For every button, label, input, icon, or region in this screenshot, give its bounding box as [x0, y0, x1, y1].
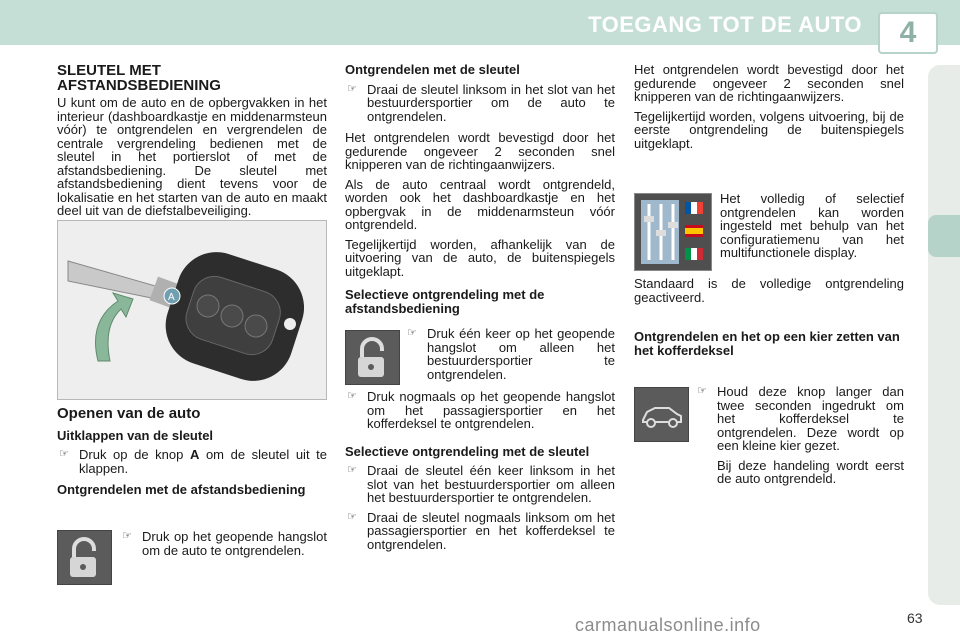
pointing-hand-icon: ☞ [59, 448, 69, 460]
column-2 [345, 63, 615, 321]
chapter-number: 4 [899, 16, 917, 49]
key-fob-icon [58, 221, 326, 399]
chapter-tab [878, 12, 938, 54]
bullet-trunk: ☞ Houd deze knop langer dan twee seconden ingedrukt om het kofferdeksel te ontgrendelen. Deze wordt op een kleine kier gezet. [697, 384, 904, 453]
paragraph-config: Het volledig of selectief ontgrendelen kan worden ingesteld met behulp van het configuratiemenu van het multifunctionele display. [720, 191, 904, 260]
key-button-label: A [168, 292, 175, 303]
pointing-hand-icon: ☞ [347, 464, 357, 476]
subheading-remote-unlock: Ontgrendelen met de afstandsbediening [57, 482, 306, 497]
pointing-hand-icon: ☞ [407, 327, 417, 339]
bullet-remote-unlock-wrap [120, 530, 327, 563]
bullet-key-unlock: ☞ Draai de sleutel linksom in het slot van het bestuurdersportier om de auto te ontgrendelen. [347, 81, 615, 124]
car-trunk-icon [634, 387, 689, 442]
paragraph-central: Als de auto centraal wordt ontgrendeld, worden ook het dashboardkastje en het opbergvak in de middenarmsteun vóór ontgrendeld. [345, 176, 615, 232]
pointing-hand-icon: ☞ [122, 530, 132, 542]
config-text-wrap [720, 192, 904, 266]
subheading-selective-key: Selectieve ontgrendeling met de sleutel [345, 443, 590, 459]
bullet-selective-key-once: ☞ Draai de sleutel één keer linksom in het slot van het bestuurdersportier om alleen het bestuurdersportier te ontgrendelen. [347, 463, 615, 505]
bullet-selective-once: ☞ Druk één keer op het geopende hangslot om alleen het bestuurdersportier te ontgrendelen. [407, 326, 615, 382]
bullet-selective-once-wrap [405, 327, 615, 387]
pointing-hand-icon: ☞ [347, 390, 357, 402]
column-1 [57, 63, 327, 224]
watermark: carmanualsonline.info [575, 615, 761, 635]
section-heading: Openen van de auto [57, 405, 201, 422]
paragraph-confirm-2: Het ontgrendelen wordt bevestigd door het gedurende ongeveer 2 seconden snel knipperen van de richtingaanwijzers. [634, 62, 904, 104]
paragraph-mirrors: Tegelijkertijd worden, afhankelijk van de uitvoering van de auto, de buitenspiegels uitgeklapt. [345, 236, 615, 279]
column-3-mid [634, 277, 904, 363]
paragraph-trunk-note: Bij deze handeling wordt eerst de auto ontgrendeld. [717, 457, 904, 486]
key-illustration [57, 220, 327, 400]
paragraph-default: Standaard is de volledige ontgrendeling geactiveerd. [634, 276, 904, 305]
column-3 [634, 63, 904, 156]
open-padlock-icon [345, 330, 400, 385]
paragraph-confirm: Het ontgrendelen wordt bevestigd door het gedurende ongeveer 2 seconden snel knipperen van de richtingaanwijzers. [345, 130, 615, 172]
paragraph-mirrors-2: Tegelijkertijd worden, volgens uitvoering, bij de eerste ontgrendeling de buitenspiegels uitgeklapt. [634, 108, 904, 151]
pointing-hand-icon: ☞ [347, 82, 357, 95]
pointing-hand-icon: ☞ [697, 385, 707, 397]
chapter-rail-active [928, 215, 960, 257]
intro-paragraph: U kunt om de auto en de opbergvakken in het interieur (dashboardkastje en middenarmsteun vóór) te ontgrendelen en vergrendelen de centrale vergrendeling bedienen met de sleutel in het portierslot of met de afstandsbediening. De sleutel met afstandsbediening dient tevens voor de lokalisatie en het starten van de auto en maakt deel uit van de diefstalbeveiliging. [57, 95, 327, 218]
open-car-section [57, 407, 327, 503]
bullet-selective-key-twice: ☞ Draai de sleutel nogmaals linksom om het passagiersportier en het kofferdeksel te ontgrendelen. [347, 509, 615, 552]
bullet-unfold-key: ☞ Druk op de knop A om de sleutel uit te klappen. [59, 447, 327, 476]
open-padlock-icon [57, 530, 112, 585]
column-2-lower [345, 390, 615, 557]
bullet-remote-unlock: ☞ Druk op het geopende hangslot om de auto te ontgrendelen. [122, 529, 327, 558]
subheading-unfold-key: Uitklappen van de sleutel [57, 427, 214, 443]
pointing-hand-icon: ☞ [347, 510, 357, 523]
main-heading: SLEUTEL MET AFSTANDSBEDIENING [57, 62, 221, 94]
config-sliders-icon [634, 193, 712, 271]
subheading-key-unlock: Ontgrendelen met de sleutel [345, 62, 520, 77]
subheading-selective-remote: Selectieve ontgrendeling met de afstandsbediening [345, 287, 545, 316]
chapter-rail [928, 65, 960, 605]
page-number: 63 [907, 610, 923, 626]
subheading-trunk: Ontgrendelen en het op een kier zetten van het kofferdeksel [634, 329, 900, 358]
page-title: TOEGANG TOT DE AUTO [588, 12, 862, 37]
trunk-text-wrap [695, 385, 904, 492]
bullet-selective-twice: ☞ Druk nogmaals op het geopende hangslot om het passagiersportier en het kofferdeksel te ontgrendelen. [347, 389, 615, 431]
